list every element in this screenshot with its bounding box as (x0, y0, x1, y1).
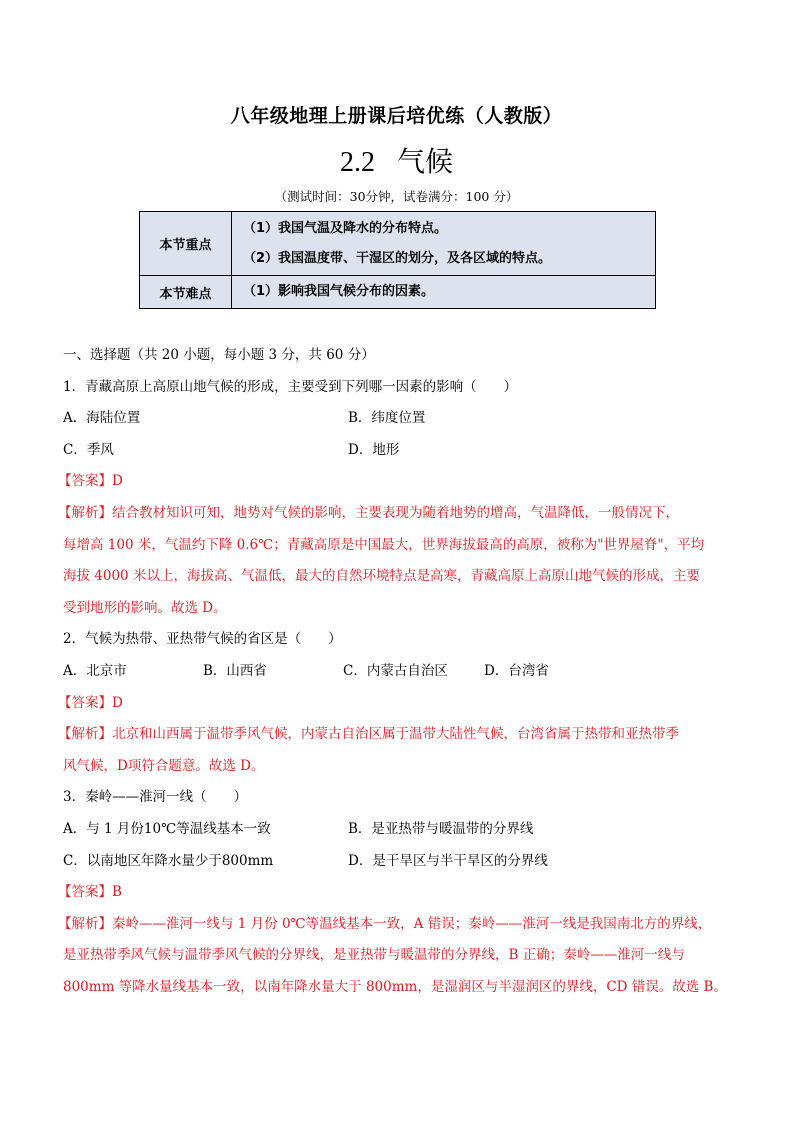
answer: 【答案】D (58, 473, 123, 490)
analysis-line: 每增高 100 米，气温约下降 0.6℃；青藏高原是中国最大，世界海拔最高的高原，被称为"世界屋脊"，平均 (63, 536, 705, 553)
analysis-line: 【解析】结合教材知识可知，地势对气候的影响，主要表现为随着地势的增高，气温降低，一般情况下， (58, 504, 679, 521)
question-stem: 2．气候为热带、亚热带气候的省区是（ ） (63, 631, 342, 648)
analysis-line: 800mm 等降水量线基本一致，以南年降水量大于 800mm，是湿润区与半湿润区的界线，CD 错误。故选 B。 (63, 978, 727, 995)
option-c: C．以南地区年降水量少于800mm (63, 852, 274, 869)
key-point-item: （1）我国气温及降水的分布特点。 (243, 220, 448, 236)
test-meta: （测试时间：30分钟，试卷满分：100 分） (274, 189, 519, 204)
option-c: C．内蒙古自治区 (343, 662, 448, 679)
difficult-points-row (140, 276, 656, 309)
option-row (63, 846, 743, 878)
option-a: A．海陆位置 (63, 410, 141, 427)
analysis-line: 风气候，D项符合题意。故选 D。 (63, 757, 265, 774)
questions-body (58, 340, 743, 1003)
option-b: B．山西省 (203, 662, 267, 679)
key-points-row (140, 212, 656, 276)
option-d: D．是干旱区与半干旱区的分界线 (348, 852, 548, 869)
option-d: D．台湾省 (484, 662, 549, 679)
question-2 (58, 624, 743, 782)
question-1 (58, 372, 743, 625)
section-heading: 一、选择题（共 20 小题，每小题 3 分，共 60 分） (63, 347, 375, 363)
key-points-content (232, 212, 656, 276)
question-stem: 1．青藏高原上高原山地气候的形成，主要受到下列哪一因素的影响（ ） (63, 378, 518, 395)
answer: 【答案】D (58, 694, 123, 711)
document-series-title: 八年级地理上册课后培优练（人教版） (230, 105, 563, 127)
analysis-line: 【解析】北京和山西属于温带季风气候，内蒙古自治区属于温带大陆性气候，台湾省属于热带和亚热带季 (58, 726, 679, 743)
section-title (0, 140, 793, 180)
option-row (63, 814, 743, 846)
analysis-line: 受到地形的影响。故选 D。 (63, 599, 227, 616)
option-a: A．与 1 月份10℃等温线基本一致 (63, 820, 271, 837)
option-row (63, 656, 743, 688)
difficult-points-content (232, 276, 656, 309)
analysis-line: 【解析】秦岭——淮河一线与 1 月份 0℃等温线基本一致，A 错误；秦岭——淮河一线是我国南北方的界线， (58, 915, 712, 932)
difficult-points-label: 本节难点 (140, 276, 232, 309)
key-points-table (139, 211, 656, 309)
section-name: 气候 (396, 147, 453, 178)
option-d: D．地形 (348, 441, 400, 458)
key-point-item: （2）我国温度带、干湿区的划分，及各区域的特点。 (243, 250, 552, 266)
analysis-line: 是亚热带季风气候与温带季风气候的分界线，是亚热带与暖温带的分界线，B 正确；秦岭——淮河一线与 (63, 947, 685, 964)
section-number: 2.2 (339, 147, 375, 178)
question-stem: 3．秦岭——淮河一线（ ） (63, 789, 248, 806)
analysis-line: 海拔 4000 米以上，海拔高、气温低，最大的自然环境特点是高寒，青藏高原上高原山地气候的形成，主要 (63, 568, 700, 585)
option-row (63, 403, 743, 435)
option-c: C．季风 (63, 441, 114, 458)
answer: 【答案】B (58, 884, 122, 901)
difficult-point-item: （1）影响我国气候分布的因素。 (243, 284, 435, 299)
option-b: B．是亚热带与暖温带的分界线 (348, 820, 534, 837)
key-points-label: 本节重点 (140, 212, 232, 276)
question-3 (58, 782, 743, 1003)
option-b: B．纬度位置 (348, 410, 426, 427)
option-row (63, 435, 743, 467)
option-a: A．北京市 (63, 662, 127, 679)
